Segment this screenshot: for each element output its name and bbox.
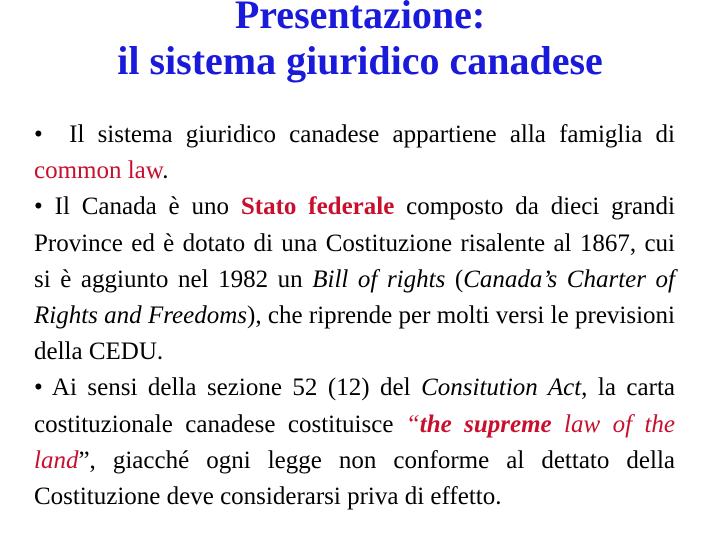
p1-text-b: .	[162, 157, 169, 185]
bullet-marker: •	[34, 193, 43, 221]
term-constitution-act: Consitution Act	[421, 374, 582, 402]
p2-text-c: (	[445, 265, 464, 293]
title-line-1: Presentazione:	[234, 0, 486, 37]
term-stato-federale: Stato federale	[240, 193, 395, 221]
quote-open: “	[405, 410, 420, 438]
bullet-paragraph-2	[34, 189, 675, 370]
term-charter: Canada’s Charter of Rights and Freedoms	[34, 265, 675, 330]
p1-text-a: Il sistema giuridico canadese appartiene alla famiglia di	[69, 121, 675, 148]
slide-body	[34, 117, 675, 515]
term-common-law: common law	[34, 157, 163, 185]
p2-text-d: ), che riprende per molti versi le previsioni della CEDU.	[34, 302, 675, 366]
p2-text-b: composto da dieci grandi Province ed è dotato di una Costituzione risalente al 1867, cui si è aggiunto nel 1982 un	[34, 193, 675, 293]
term-bill-of-rights: Bill of rights	[312, 265, 446, 293]
bullet-paragraph-1	[34, 117, 675, 189]
p2-text-a: Il Canada è uno	[54, 193, 241, 221]
p3-text-b: , la carta costituzionale canadese costituisce	[34, 374, 675, 438]
term-law-of-the-land: law of the land	[34, 410, 675, 474]
slide-title	[0, 0, 720, 84]
bullet-marker: •	[34, 121, 43, 148]
title-line-2: il sistema giuridico canadese	[117, 38, 603, 83]
bullet-paragraph-3	[34, 370, 675, 515]
bullet-marker: •	[34, 374, 43, 402]
p3-text-c: ”, giacché ogni legge non conforme al dettato della Costituzione deve considerarsi priva di effetto.	[34, 446, 675, 511]
p3-text-a: Ai sensi della sezione 52 (12) del	[51, 374, 422, 402]
term-supreme: the supreme	[419, 410, 552, 438]
